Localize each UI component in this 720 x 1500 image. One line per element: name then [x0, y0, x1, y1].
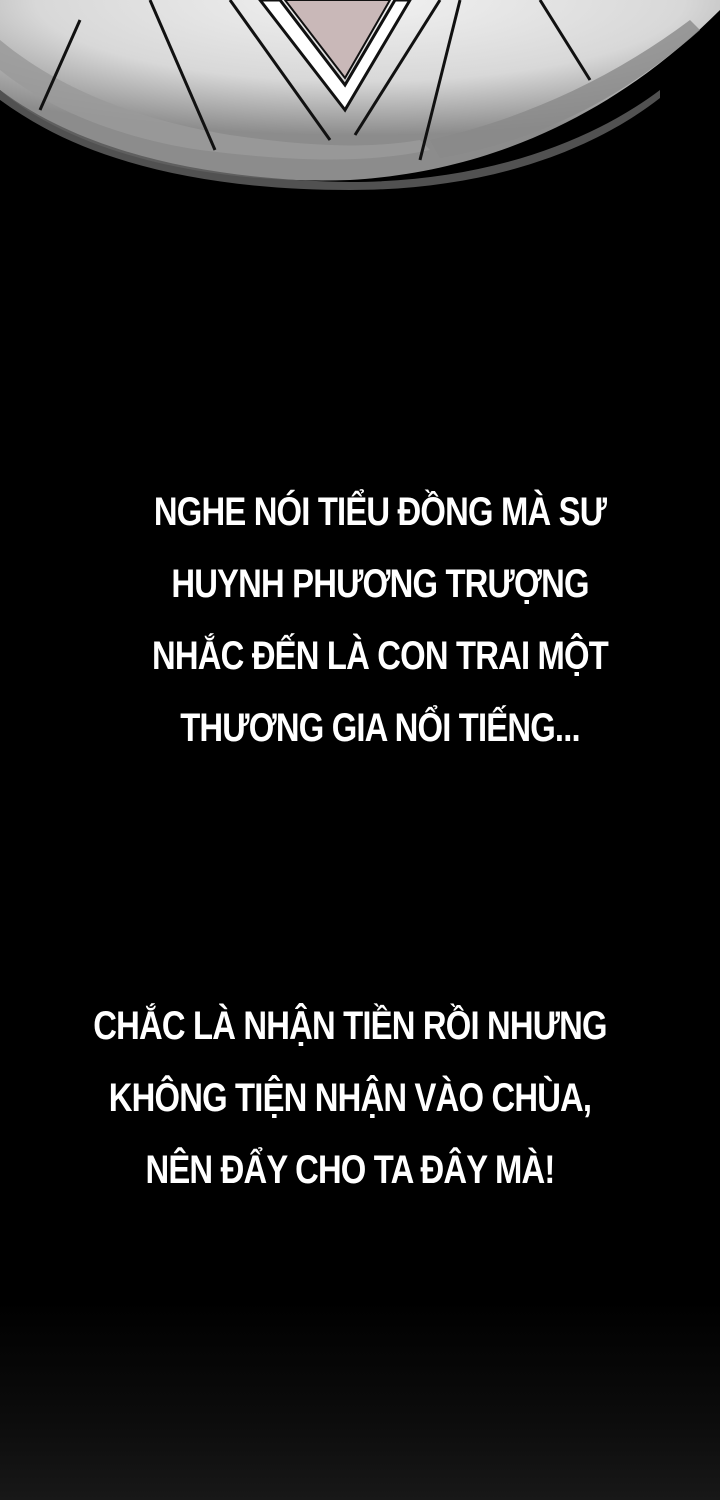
caption-line: CHẮC LÀ NHẬN TIỀN RỒI NHƯNG	[93, 1004, 607, 1048]
caption-line: THƯƠNG GIA NỔI TIẾNG...	[180, 706, 580, 750]
caption-line: NÊN ĐẨY CHO TA ĐÂY MÀ!	[145, 1148, 555, 1192]
bottom-haze	[0, 1300, 720, 1500]
caption-line: KHÔNG TIỆN NHẬN VÀO CHÙA,	[108, 1076, 592, 1120]
robed-figure-illustration	[0, 0, 720, 200]
narration-caption-1	[101, 476, 659, 764]
narration-caption-2	[55, 990, 645, 1206]
caption-line: NHẮC ĐẾN LÀ CON TRAI MỘT	[152, 634, 608, 678]
caption-line: HUYNH PHƯƠNG TRƯỢNG	[171, 562, 589, 606]
caption-line: NGHE NÓI TIỂU ĐỒNG MÀ SƯ	[153, 490, 607, 534]
